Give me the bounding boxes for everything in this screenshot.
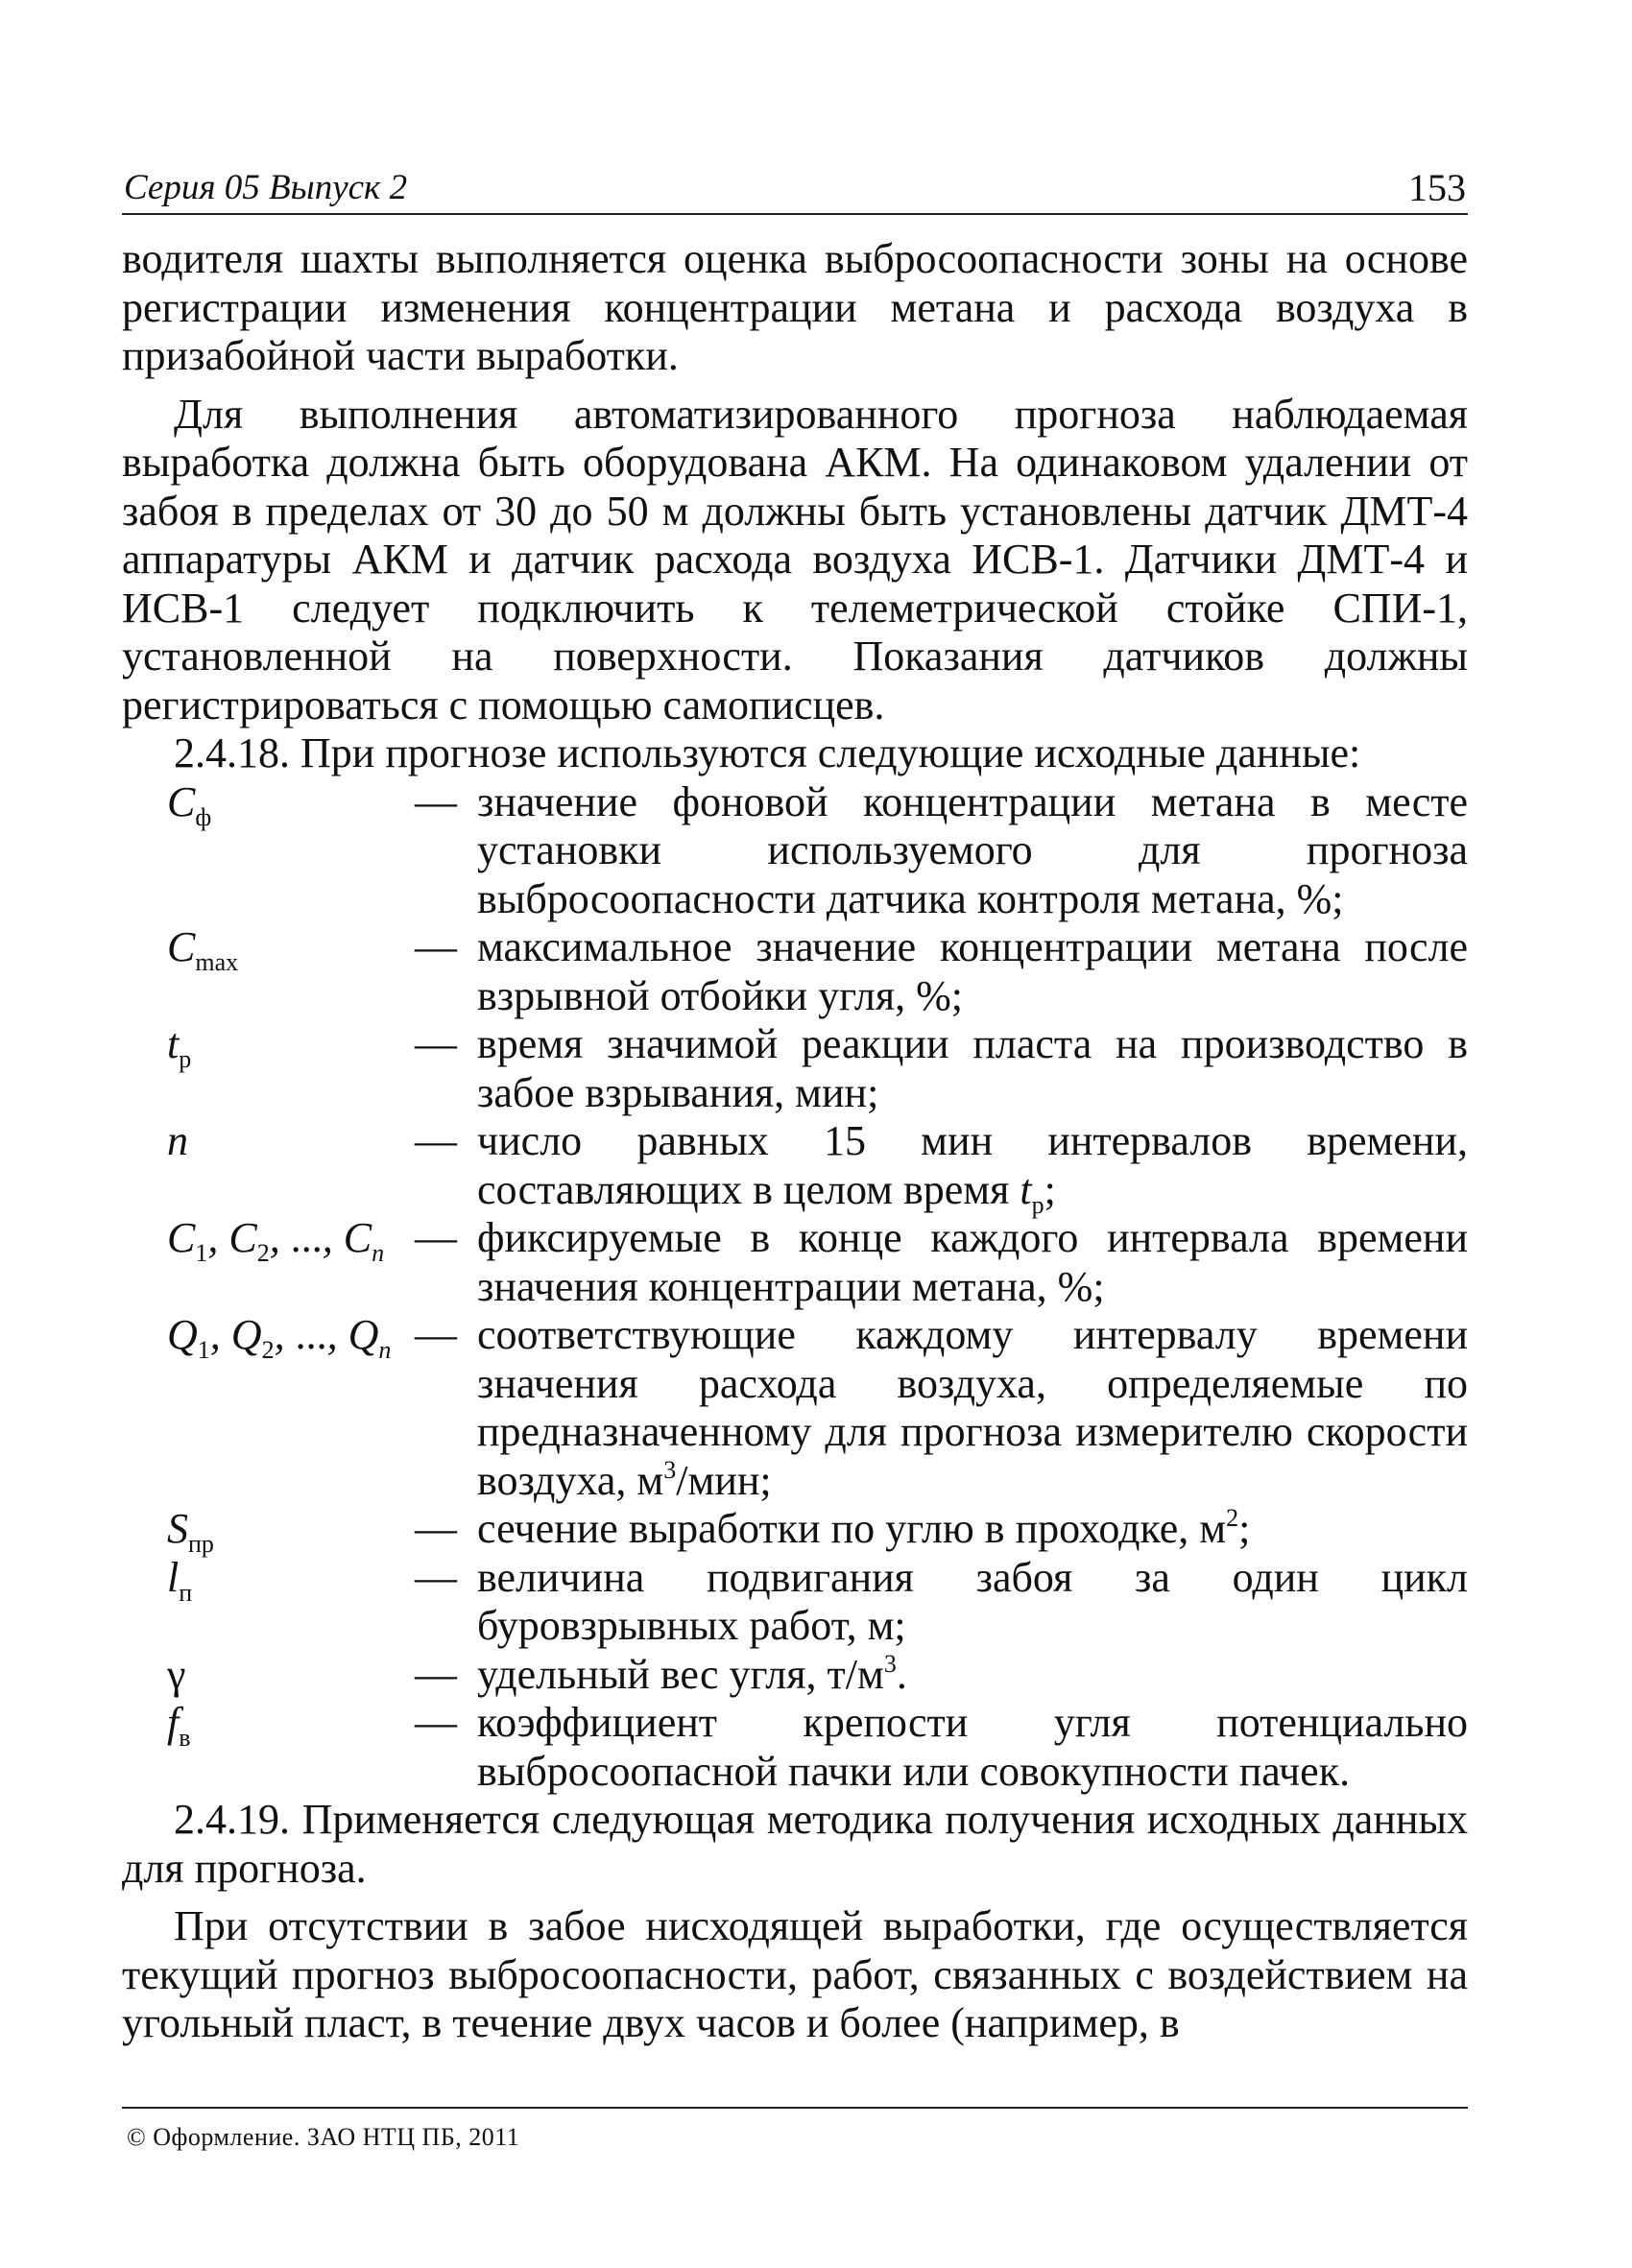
dash: — <box>415 1311 457 1358</box>
dash: — <box>415 1505 457 1552</box>
symbol: $t_р$ <box>167 1020 192 1073</box>
definition-item <box>122 1699 1468 1796</box>
definition-text: число равных 15 мин интервалов времени, составляющих в целом время $t_р$; <box>477 1117 1468 1219</box>
dash: — <box>415 1020 457 1067</box>
footer-divider <box>122 2107 1468 2109</box>
definition-item <box>122 1554 1468 1651</box>
symbol: $C_ф$ <box>167 777 212 831</box>
paragraph-continued: водителя шахты выполняется оценка выбросоопасности зоны на основе регистрации изменения концентрации метана и расхода воздуха в призабойной части выработки. <box>122 235 1468 379</box>
symbol: $l_п$ <box>167 1553 193 1607</box>
definition-text: сечение выработки по углю в проходке, $м^2$; <box>477 1504 1251 1552</box>
definition-item <box>122 1214 1468 1311</box>
paragraph-2-4-18: 2.4.18. При прогнозе используются следующие исходные данные: <box>174 729 1361 776</box>
definition-text: фиксируемые в конце каждого интервала времени значения концентрации метана, %; <box>477 1214 1468 1310</box>
paragraph-methodology: При отсутствии в забое нисходящей выработки, где осуществляется текущий прогноз выбросоопасности, работ, связанных с воздействием на угольный пласт, в течение двух часов и более (например, в <box>122 1902 1468 2046</box>
definition-text: величина подвигания забоя за один цикл буровзрывных работ, м; <box>477 1553 1468 1649</box>
dash: — <box>415 1650 457 1698</box>
dash: — <box>415 777 457 825</box>
dash: — <box>415 1699 457 1746</box>
symbol: $S_{пр}$ <box>167 1505 214 1558</box>
page-number: 153 <box>1408 166 1466 209</box>
paragraph-automated-forecast: Для выполнения автоматизированного прогноза наблюдаемая выработка должна быть оборудована АКМ. На одинаковом удалении от забоя в пределах от 30 до 50 м должны быть установлены датчик ДМТ-4 аппаратуры АКМ и датчик расхода воздуха ИСВ-1. Датчики ДМТ-4 и ИСВ-1 следует подключить к телеметрической стойке СПИ-1, установленной на поверхности. Показания датчиков должны регистрироваться с помощью самописцев. <box>122 390 1468 728</box>
definition-text: значение фоновой концентрации метана в месте установки используемого для прогноза выбросоопасности датчика контроля метана, %; <box>477 777 1468 922</box>
running-head <box>122 165 1468 215</box>
definition-text: коэффициент крепости угля потенциально выбросоопасной пачки или совокупности пачек. <box>477 1699 1468 1795</box>
symbol: $Q_1$, $Q_2$, ..., $Q_n$ <box>167 1311 392 1364</box>
paragraph-2-4-19: 2.4.19. Применяется следующая методика получения исходных данных для прогноза. <box>122 1796 1468 1892</box>
dash: — <box>415 1553 457 1601</box>
symbol: $C_{max}$ <box>167 923 239 976</box>
definition-item <box>122 923 1468 1020</box>
definition-text: время значимой реакции пласта на производство в забое взрывания, мин; <box>477 1020 1468 1116</box>
symbol: n <box>167 1117 188 1164</box>
definition-item <box>122 1504 1468 1558</box>
definition-item <box>122 778 1468 924</box>
symbol: γ <box>167 1650 186 1698</box>
definition-item <box>122 1651 1468 1700</box>
dash: — <box>415 1117 457 1164</box>
definitions-list <box>122 778 1468 1797</box>
dash: — <box>415 923 457 970</box>
definition-text: максимальное значение концентрации метана после взрывной отбойки угля, %; <box>477 923 1468 1019</box>
definition-item <box>122 1311 1468 1505</box>
symbol: $f_в$ <box>167 1699 191 1752</box>
symbol: $C_1$, $C_2$, ..., $C_n$ <box>167 1214 385 1267</box>
definition-item <box>122 1117 1468 1219</box>
body-text <box>122 235 1468 2048</box>
copyright-notice: © Оформление. ЗАО НТЦ ПБ, 2011 <box>127 2123 520 2151</box>
definition-text: соответствующие каждому интервалу времени значения расхода воздуха, определяемые по предназначенному для прогноза измерителю скорости воздуха, $м^3$/мин; <box>477 1311 1468 1504</box>
series-title: Серия 05 Выпуск 2 <box>124 168 408 207</box>
definition-item <box>122 1020 1468 1117</box>
definition-text: удельный вес угля, $т/м^3$. <box>477 1649 907 1698</box>
dash: — <box>415 1214 457 1261</box>
